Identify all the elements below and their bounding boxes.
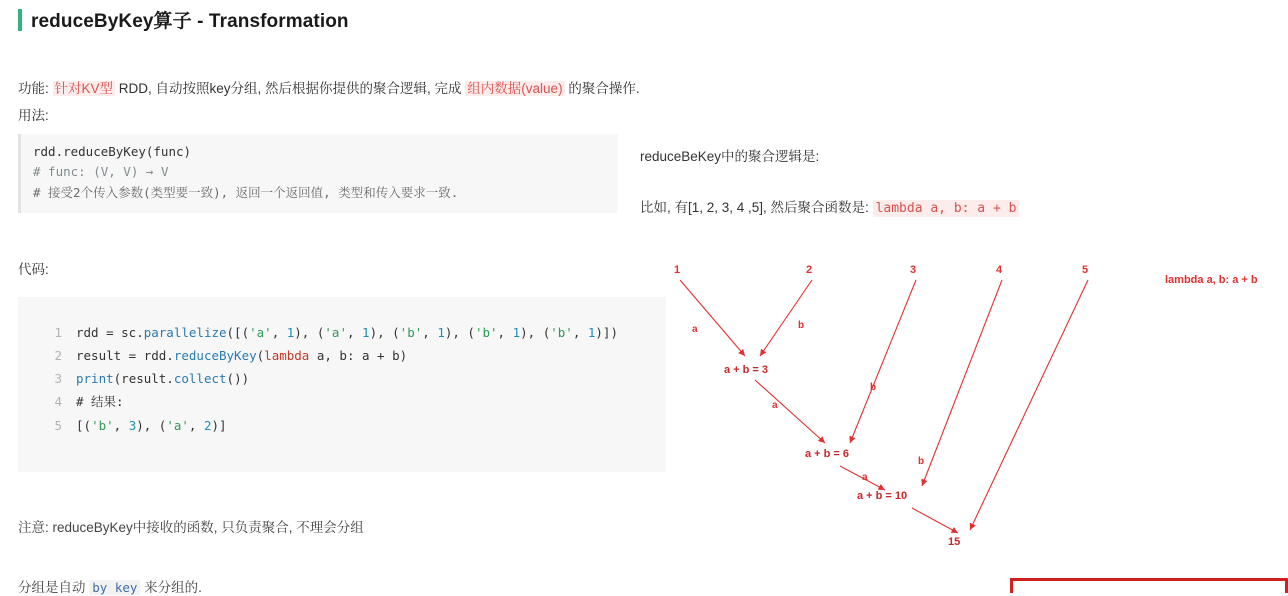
- function-prefix: 功能:: [18, 81, 53, 96]
- diagram-edge-label-b3: b: [918, 456, 925, 467]
- code-line-text: rdd = sc.parallelize([('a', 1), ('a', 1), ('b', 1), ('b', 1), ('b', 1)]): [76, 325, 618, 340]
- usage-code-line-2-b: V: [153, 164, 169, 180]
- diagram-edge-label-a3: a: [862, 472, 868, 483]
- diagram-edge-label-b2: b: [870, 382, 877, 393]
- code-row: [18, 344, 666, 367]
- right-explanation-line-1: reduceBeKey中的聚合逻辑是:: [640, 149, 820, 164]
- note-grouping-prefix: 分组是自动: [18, 580, 90, 595]
- function-suffix: 的聚合操作.: [564, 81, 640, 96]
- highlight-box: [1010, 578, 1288, 593]
- diagram-step-1: a + b = 3: [724, 364, 769, 376]
- code-row: [18, 414, 666, 437]
- usage-code-line-3: # 接受2个传入参数(类型要一致), 返回一个返回值, 类型和传入要求一致.: [33, 184, 459, 200]
- diagram-step-3: a + b = 10: [857, 490, 908, 502]
- right-example-prefix: 比如, 有[1, 2, 3, 4 ,5], 然后聚合函数是:: [640, 200, 873, 215]
- usage-label: 用法:: [18, 108, 49, 123]
- diagram-input-4: 4: [996, 264, 1003, 276]
- diagram-edge-label-b1: b: [798, 320, 805, 331]
- line-number: 3: [54, 371, 62, 387]
- diagram-legend: lambda a, b: a + b: [1165, 274, 1258, 286]
- code-line-text: # 结果:: [76, 394, 124, 410]
- code-label: 代码:: [18, 262, 49, 277]
- code-row: [18, 390, 666, 413]
- right-explanation-line-2: [640, 196, 1019, 216]
- diagram-result: 15: [948, 536, 961, 548]
- function-description: [18, 77, 640, 97]
- line-number: 4: [54, 394, 62, 410]
- note-grouping-code: by key: [89, 580, 140, 595]
- line-number: 1: [54, 325, 62, 340]
- diagram-edge-label-a2: a: [772, 400, 778, 411]
- reduce-flow-diagram: [650, 258, 1288, 578]
- function-highlight-kv: 针对KV型: [54, 81, 114, 96]
- code-line-text: [('b', 3), ('a', 2)]: [76, 417, 227, 433]
- usage-code-line-2: [33, 162, 608, 182]
- note-grouping-suffix: 来分组的.: [140, 580, 202, 595]
- line-number: 2: [54, 348, 62, 364]
- code-line-text: print(result.collect()): [76, 371, 250, 387]
- code-row: [18, 321, 666, 344]
- note-grouping: [18, 576, 202, 596]
- diagram-input-3: 3: [910, 264, 917, 276]
- title-accent-bar: [18, 9, 22, 31]
- note-aggregation: 注意: reduceByKey中接收的函数, 只负责聚合, 不理会分组: [18, 520, 364, 535]
- page-title: [18, 6, 349, 33]
- usage-code-line-1: rdd.reduceByKey(func): [33, 144, 192, 159]
- usage-code-line-2-a: # func: (V, V): [33, 164, 146, 180]
- diagram-edge-label-a1: a: [692, 324, 698, 335]
- function-highlight-value: 组内数据(value): [467, 81, 563, 96]
- diagram-step-2: a + b = 6: [805, 448, 850, 460]
- code-line-text: result = rdd.reduceByKey(lambda a, b: a + b): [76, 348, 408, 364]
- code-row: [18, 367, 666, 390]
- right-example-code: lambda a, b: a + b: [873, 200, 1020, 217]
- arrow-glyph: →: [145, 164, 154, 180]
- title-text: reduceByKey算子 - Transformation: [31, 11, 349, 32]
- diagram-input-2: 2: [806, 264, 813, 276]
- line-number: 5: [54, 417, 62, 433]
- main-code-block: [18, 297, 666, 472]
- diagram-input-5: 5: [1082, 264, 1089, 276]
- diagram-input-1: 1: [674, 264, 681, 276]
- usage-code-block: [18, 134, 618, 213]
- diagram-svg: [650, 258, 1288, 578]
- function-middle: RDD, 自动按照key分组, 然后根据你提供的聚合逻辑, 完成: [115, 81, 466, 96]
